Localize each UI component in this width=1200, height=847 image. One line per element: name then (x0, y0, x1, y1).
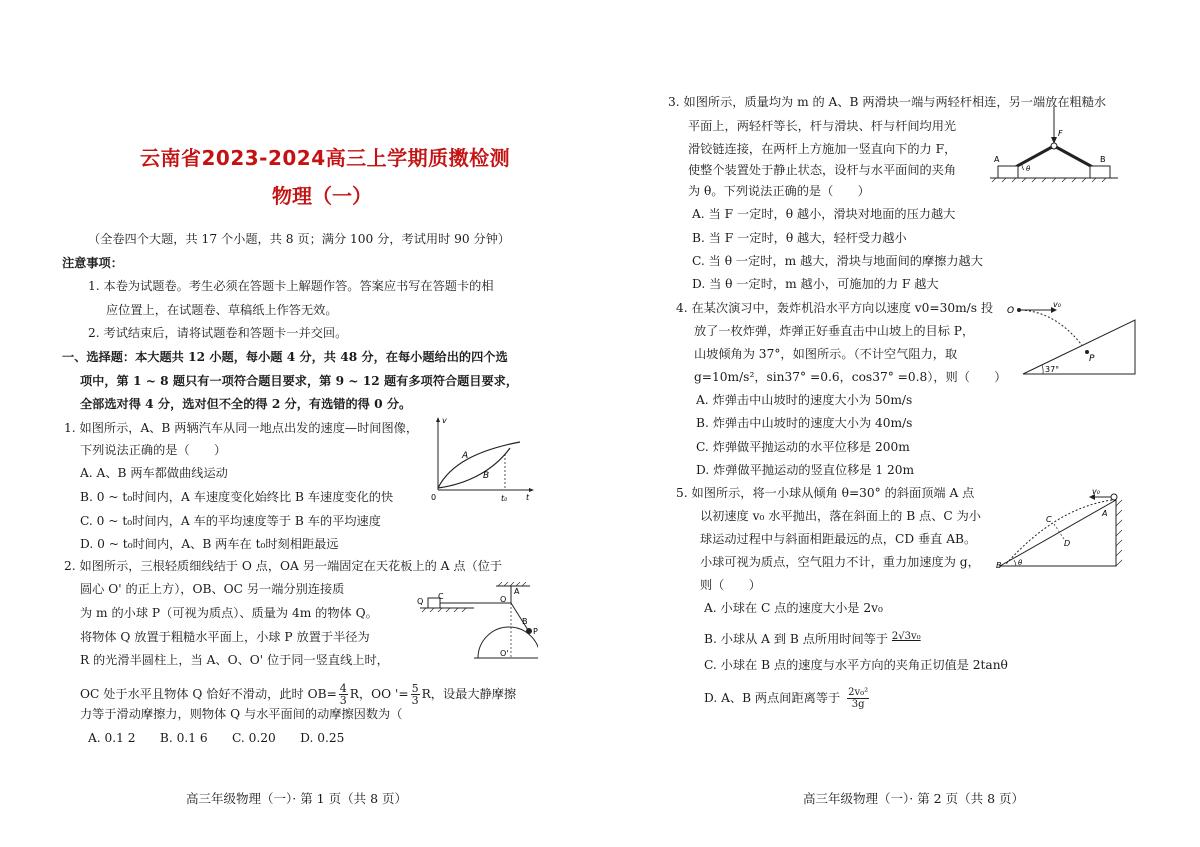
q3-diagram (988, 104, 1120, 184)
q4-label-angle: 37° (1045, 365, 1060, 374)
page-footer-1: 高三年级物理（一）· 第 1 页（共 8 页） (186, 791, 407, 806)
q3-option-b: B. 当 F 一定时，θ 越大，轻杆受力越小 (692, 231, 907, 245)
q4-option-d: D. 炸弹做平抛运动的竖直位移是 1 20m (696, 463, 915, 477)
slider-b (1090, 166, 1110, 178)
q1-label-a: A (462, 451, 469, 461)
exam-info: （全卷四个大题，共 17 个小题，共 8 页；满分 100 分，考试用时 90 分钟） (88, 232, 511, 246)
q1-curve-a (438, 442, 520, 488)
q1-axis-t: t (526, 493, 530, 502)
q4-diagram (1005, 298, 1143, 378)
q2-label-o2: O' (500, 649, 509, 658)
q4-option-b: B. 炸弹击中山坡时的速度大小为 40m/s (696, 416, 913, 430)
q4-stem-3: 山坡倾角为 37°，如图所示。（不计空气阻力，取 (694, 347, 958, 361)
ball-p (526, 628, 532, 634)
q2-label-b: B (522, 617, 528, 626)
exam-page-2 (600, 0, 1200, 847)
q4-option-a: A. 炸弹击中山坡时的速度大小为 50m/s (696, 393, 913, 407)
frac-4: 4 (339, 682, 347, 695)
section-1-heading-cont2: 全部选对得 4 分，选对但不全的得 2 分，有选错的得 0 分。 (80, 397, 412, 411)
q5-stem-4: 小球可视为质点，空气阻力不计，重力加速度为 g， (700, 555, 980, 569)
q1-option-c: C. 0 ~ t₀时间内，A 车的平均速度等于 B 车的平均速度 (80, 514, 381, 528)
q1-option-a: A. A、B 两车都做曲线运动 (80, 466, 228, 480)
q3-stem-4: 使整个装置处于静止状态，设杆与水平面间的夹角 (688, 163, 957, 177)
q2-label-a: A (514, 587, 520, 596)
notice-item-1-cont: 应位置上，在试题卷、草稿纸上作答无效。 (106, 303, 338, 317)
section-1-heading: 一、选择题：本大题共 12 小题，每小题 4 分，共 48 分，在每小题给出的四个选 (62, 350, 508, 364)
notice-item-1: 1. 本卷为试题卷。考生必须在答题卡上解题作答。答案应书写在答题卡的相 (88, 279, 494, 293)
q5-option-c: C. 小球在 B 点的速度与水平方向的夹角正切值是 2tanθ (704, 658, 1008, 672)
q5-label-v0: v₀ (1092, 487, 1100, 496)
q4-stem-4: g=10m/s²，sin37° =0.6，cos37° =0.8），则（ ） (694, 370, 1007, 384)
q5-d-num: 2v₀² (848, 687, 869, 698)
q1-stem-cont: 下列说法正确的是（ ） (80, 443, 227, 457)
q3-stem-3: 滑铰链连接，在两杆上方施加一竖直向下的力 F， (688, 142, 957, 156)
q5-stem-3: 球运动过程中与斜面相距最远的点，CD 垂直 AB。 (700, 532, 977, 546)
q5-label-theta: θ (1018, 559, 1023, 567)
q1-option-d: D. 0 ~ t₀时间内，A、B 两车在 t₀时刻相距最远 (80, 537, 339, 551)
q1-vt-graph (428, 414, 536, 504)
q3-option-a: A. 当 F 一定时，θ 越小，滑块对地面的压力越大 (692, 207, 956, 221)
q2-stem-2: 圆心 O' 的正上方），OB、OC 另一端分别连接质 (80, 582, 345, 596)
q5-d-den: 3g (851, 699, 865, 710)
q3-label-theta: θ (1026, 165, 1031, 173)
q5-option-b: B. 小球从 A 到 B 点所用时间等于 $^{2√3v_0}$ (704, 631, 921, 646)
q3-stem-1: 3. 如图所示，质量均为 m 的 A、B 两滑块一端与两轻杆相连，另一端放在粗糙水 (668, 95, 1107, 109)
q2-label-c: C (438, 592, 444, 601)
frac-3b: 3 (411, 694, 419, 707)
page-footer-2: 高三年级物理（一）· 第 2 页（共 8 页） (803, 791, 1024, 806)
q4-stem-1: 4. 在某次演习中，轰炸机沿水平方向以速度 v0=30m/s 投 (676, 301, 994, 315)
q5-option-a: A. 小球在 C 点的速度大小是 2v₀ (704, 601, 883, 615)
q5-stem-2: 以初速度 v₀ 水平抛出，落在斜面上的 B 点、C 为小 (700, 509, 981, 523)
q5-stem-5: 则（ ） (700, 578, 761, 592)
q4-option-c: C. 炸弹做平抛运动的水平位移是 200m (696, 440, 910, 454)
q3-option-d: D. 当 θ 一定时，m 越小，可施加的力 F 越大 (692, 277, 939, 291)
q5-label-c: C (1046, 515, 1052, 524)
q5-stem-1: 5. 如图所示，将一小球从倾角 θ=30° 的斜面顶端 A 点 (676, 486, 975, 500)
q2-stem-3: 为 m 的小球 P（可视为质点）、质量为 4m 的物体 Q。 (80, 606, 378, 620)
q2-label-q: Q (417, 597, 424, 606)
q1-curve-b (438, 448, 510, 488)
exam-subtitle: 物理（一） (272, 184, 372, 208)
q3-stem-5: 为 θ。下列说法正确的是（ ） (688, 184, 870, 198)
frac-5: 5 (411, 682, 419, 695)
q2-options: A. 0.1 2 B. 0.1 6 C. 0.20 D. 0.25 (88, 731, 345, 745)
q2-stem-4: 将物体 Q 放置于粗糙水平面上，小球 P 放置于半径为 (80, 630, 370, 644)
q4-stem-2: 放了一枚炸弹，炸弹正好垂直击中山坡上的目标 P， (694, 324, 975, 338)
incline-plane (1000, 500, 1116, 566)
q3-stem-2: 平面上，两轻杆等长，杆与滑块、杆与杆间均用光 (688, 119, 957, 133)
q2-stem-5: R 的光滑半圆柱上，当 A、O、O' 位于同一竖直线上时， (80, 653, 389, 667)
q2-stem-7: 力等于滑动摩擦力，则物体 Q 与水平面间的动摩擦因数为（ (80, 707, 403, 721)
q4-label-v0: v₀ (1053, 300, 1061, 309)
q1-option-b: B. 0 ~ t₀时间内，A 车速度变化始终比 B 车速度变化的快 (80, 490, 394, 504)
q2-stem-1: 2. 如图所示，三根轻质细线结于 O 点，OA 另一端固定在天花板上的 A 点（位于 (64, 559, 503, 573)
q3-label-f: F (1058, 129, 1063, 138)
q1-origin: 0 (431, 493, 437, 502)
q5-label-b: B (996, 561, 1002, 570)
exam-title: 云南省2023-2024高三上学期质擞检测 (140, 146, 511, 170)
q5-b-expression: 2√3v₀ (891, 631, 921, 642)
q1-axis-v: v (442, 416, 447, 425)
q4-label-p: P (1089, 354, 1095, 364)
q1-t0: t₀ (501, 494, 508, 503)
slider-a (998, 166, 1018, 178)
frac-3: 3 (339, 694, 347, 707)
q2-diagram (414, 582, 538, 662)
q5-label-d: D (1064, 539, 1071, 548)
q1-label-b: B (483, 471, 490, 481)
q1-stem: 1. 如图所示，A、B 两辆汽车从同一地点出发的速度—时间图像， (64, 421, 419, 435)
section-1-heading-cont: 项中，第 1 ~ 8 题只有一项符合题目要求，第 9 ~ 12 题有多项符合题目要求， (80, 374, 519, 388)
q5-diagram (994, 486, 1140, 572)
notice-heading: 注意事项： (62, 256, 123, 270)
q3-label-b: B (1100, 155, 1106, 164)
q2-label-o: O (500, 595, 507, 604)
q3-option-c: C. 当 θ 一定时，m 越大，滑块与地面间的摩擦力越大 (692, 254, 983, 268)
q2-stem-6: OC 处于水平且物体 Q 恰好不滑动，此时 OB= $\frac{4}{3}$ R，OO '= $\frac{5}{3}$ R，设最大静摩擦 (80, 682, 517, 707)
q4-label-o: O (1007, 306, 1015, 316)
q3-label-a: A (994, 155, 1000, 164)
hill-slope (1023, 320, 1135, 374)
q2-label-p: P (533, 627, 538, 636)
q5-option-d: D. A、B 两点间距离等于 $\frac{\text{2v₀²}}{3g}$ (704, 687, 869, 710)
notice-item-2: 2. 考试结束后，请将试题卷和答题卡一并交回。 (88, 326, 348, 340)
q5-label-a: A (1102, 509, 1108, 518)
